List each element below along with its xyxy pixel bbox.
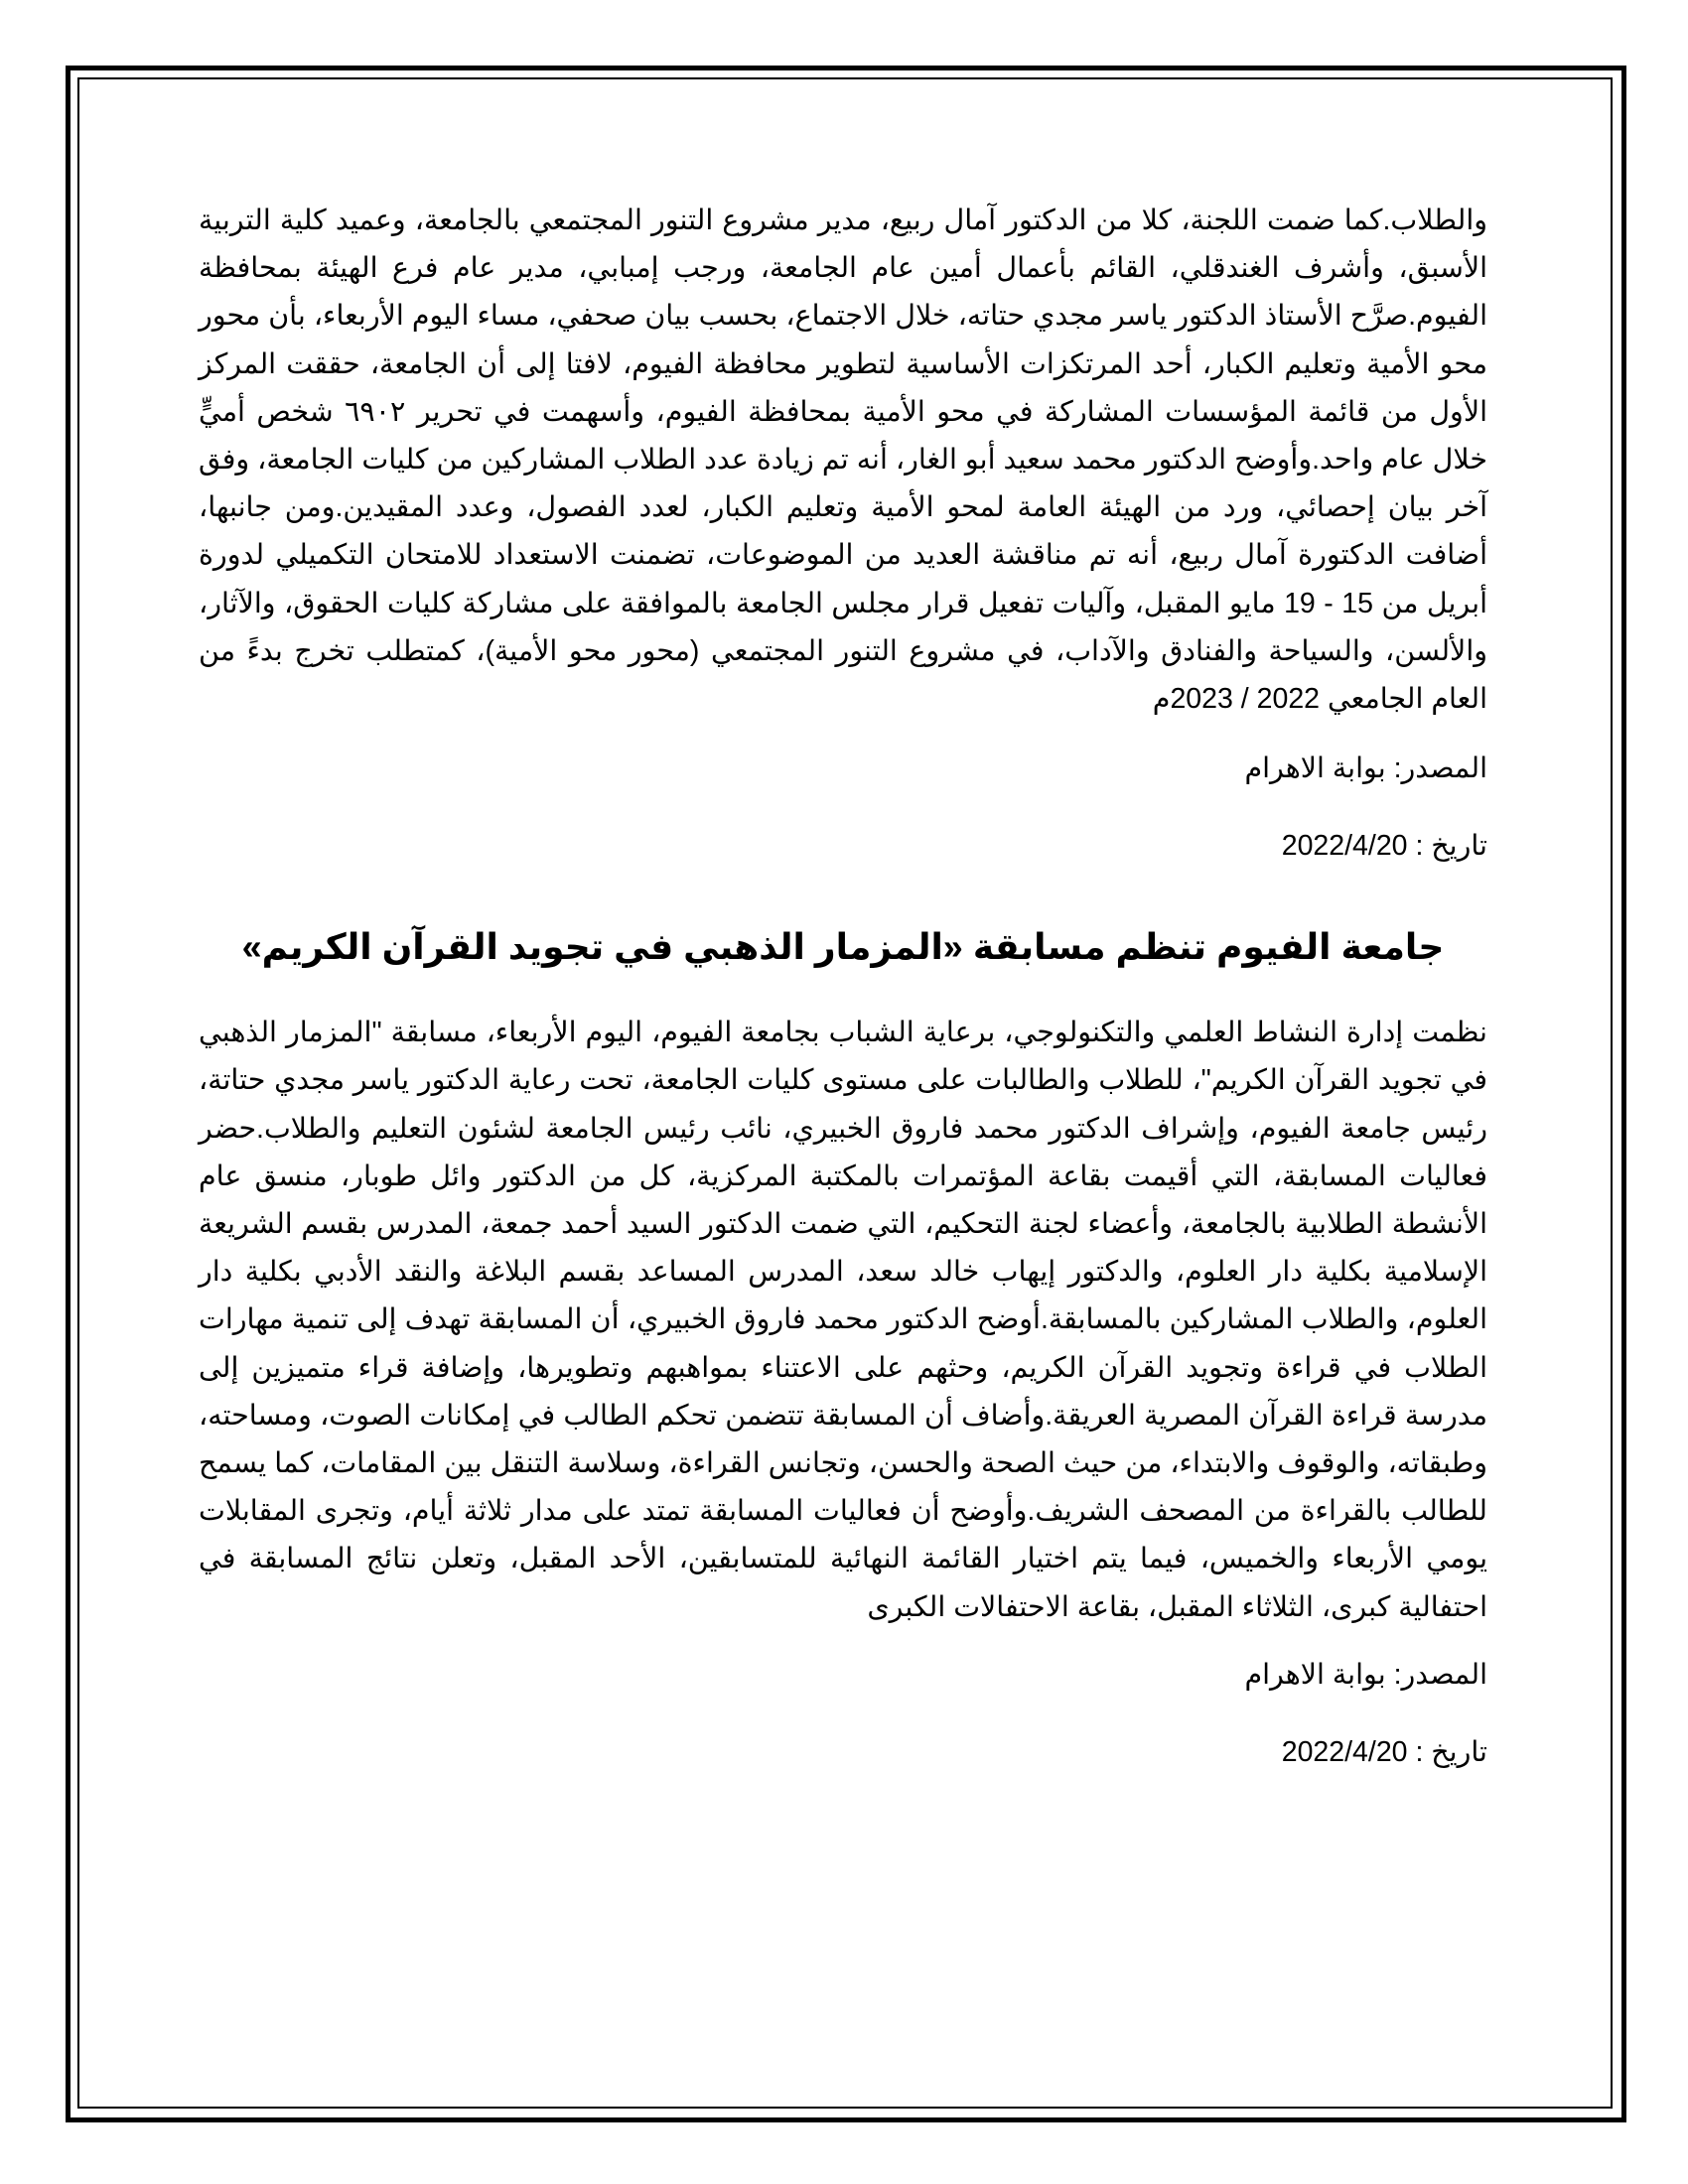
article-2-headline: جامعة الفيوم تنظم مسابقة «المزمار الذهبي في تجويد القرآن الكريم» xyxy=(241,926,1445,968)
article-1 xyxy=(199,197,1487,866)
article-2 xyxy=(199,923,1487,1772)
article-2-body: نظمت إدارة النشاط العلمي والتكنولوجي، برعاية الشباب بجامعة الفيوم، اليوم الأربعاء، مسابقة "المزمار الذهبي في تجويد القرآن الكريم"، للطلاب والطالبات على مستوى كليات الجامعة، تحت رعاية الدكتور ياسر مجدي حتاتة، رئيس جامعة الفيوم، وإشراف الدكتور محمد فاروق الخبيري، نائب رئيس الجامعة لشئون التعليم والطلاب.حضر فعاليات المسابقة، التي أقيمت بقاعة المؤتمرات بالمكتبة المركزية، كل من الدكتور وائل طوبار، منسق عام الأنشطة الطلابية بالجامعة، وأعضاء لجنة التحكيم، التي ضمت الدكتور السيد أحمد جمعة، المدرس بقسم الشريعة الإسلامية بكلية دار العلوم، والدكتور إيهاب خالد سعد، المدرس المساعد بقسم البلاغة والنقد الأدبي بكلية دار العلوم، والطلاب المشاركين بالمسابقة.أوضح الدكتور محمد فاروق الخبيري، أن المسابقة تهدف إلى تنمية مهارات الطلاب في قراءة وتجويد القرآن الكريم، وحثهم على الاعتناء بمواهبهم وتطويرها، وإضافة قراء متميزين إلى مدرسة قراءة القرآن المصرية العريقة.وأضاف أن المسابقة تتضمن تحكم الطالب في إمكانات الصوت، ومساحته، وطبقاته، والوقوف والابتداء، من حيث الصحة والحسن، وتجانس القراءة، وسلاسة التنقل بين المقامات، كما يسمح للطالب بالقراءة من المصحف الشريف.وأوضح أن فعاليات المسابقة تمتد على مدار ثلاثة أيام، وتجرى المقابلات يومي الأربعاء والخميس، فيما يتم اختيار القائمة النهائية للمتسابقين، الأحد المقبل، وتعلن نتائج المسابقة في احتفالية كبرى، الثلاثاء المقبل، بقاعة الاحتفالات الكبرى xyxy=(199,1017,1487,1623)
article-1-source: المصدر: بوابة الاهرام xyxy=(1244,752,1487,785)
article-1-date: تاريخ : 2022/4/20 xyxy=(1281,830,1487,863)
article-2-date: تاريخ : 2022/4/20 xyxy=(1281,1735,1487,1768)
article-1-body: والطلاب.كما ضمت اللجنة، كلا من الدكتور آمال ربيع، مدير مشروع التنور المجتمعي بالجامعة، وعميد كلية التربية الأسبق، وأشرف الغندقلي، القائم بأعمال أمين عام الجامعة، ورجب إمبابي، مدير عام فرع الهيئة بمحافظة الفيوم.صرَّح الأستاذ الدكتور ياسر مجدي حتاته، خلال الاجتماع، بحسب بيان صحفي، مساء اليوم الأربعاء، بأن محور محو الأمية وتعليم الكبار، أحد المرتكزات الأساسية لتطوير محافظة الفيوم، لافتا إلى أن الجامعة، حققت المركز الأول من قائمة المؤسسات المشاركة في محو الأمية بمحافظة الفيوم، وأسهمت في تحرير ٦٩٠٢ شخص أميٍّ خلال عام واحد.وأوضح الدكتور محمد سعيد أبو الغار، أنه تم زيادة عدد الطلاب المشاركين من كليات الجامعة، وفق آخر بيان إحصائي، ورد من الهيئة العامة لمحو الأمية وتعليم الكبار، لعدد الفصول، وعدد المقيدين.ومن جانبها، أضافت الدكتورة آمال ربيع، أنه تم مناقشة العديد من الموضوعات، تضمنت الاستعداد للامتحان التكميلي لدورة أبريل من 15 - 19 مايو المقبل، وآليات تفعيل قرار مجلس الجامعة بالموافقة على مشاركة كليات الحقوق، والآثار، والألسن، والسياحة والفنادق والآداب، في مشروع التنور المجتمعي (محور محو الأمية)، كمتطلب تخرج بدءً من العام الجامعي 2022 / 2023م xyxy=(199,205,1488,716)
article-2-source: المصدر: بوابة الاهرام xyxy=(1244,1658,1487,1691)
document-content xyxy=(199,197,1487,1772)
